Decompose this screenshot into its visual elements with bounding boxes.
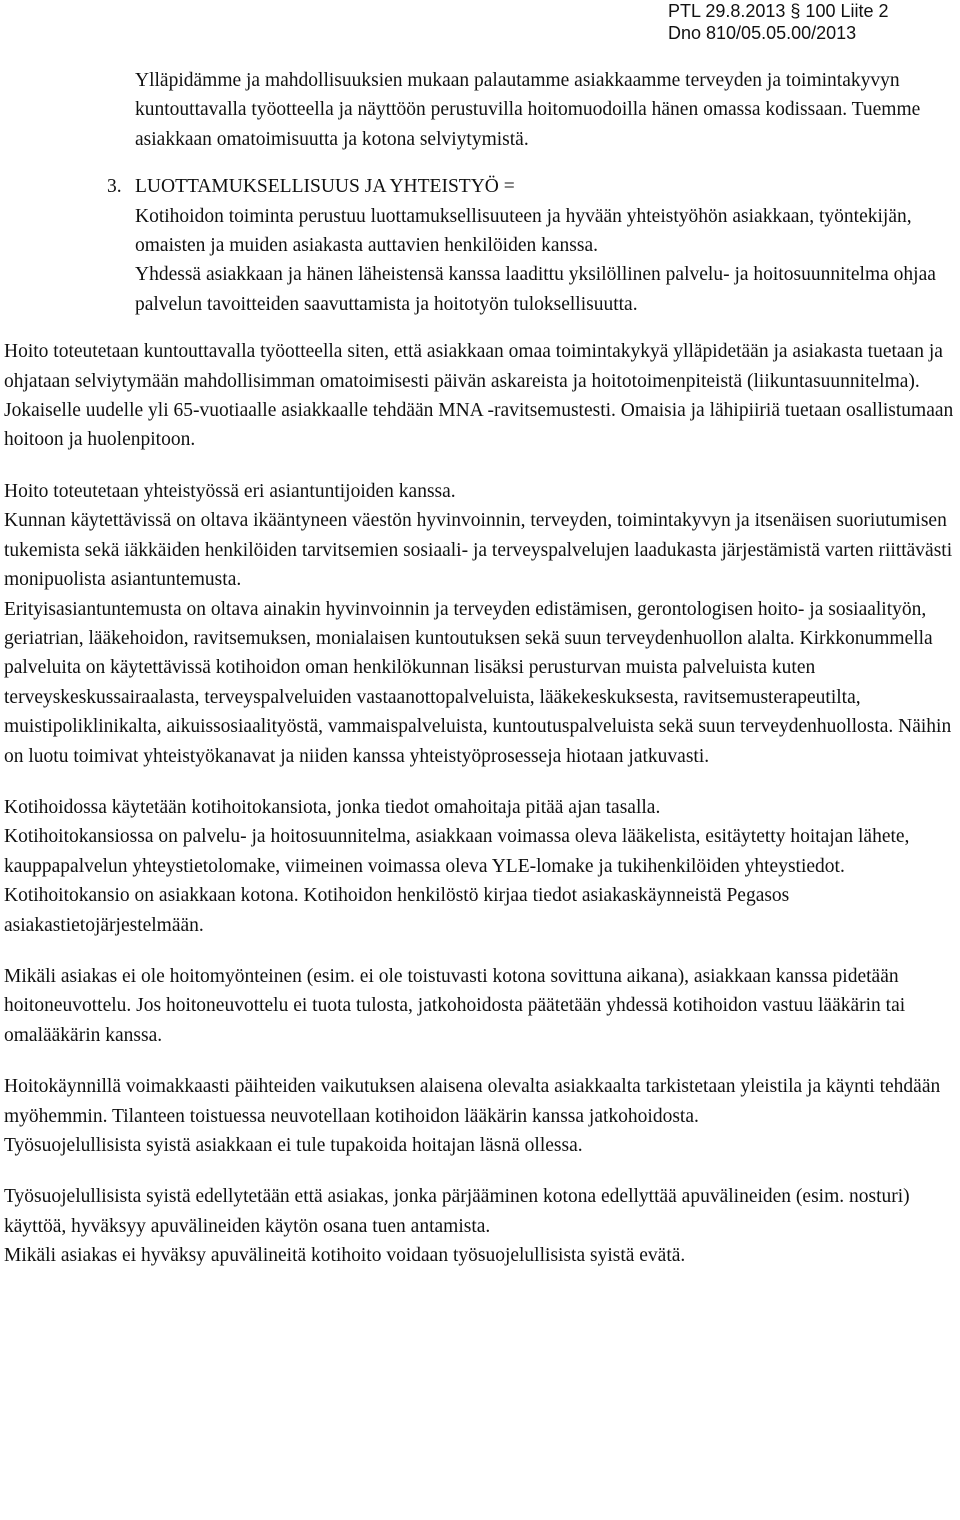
section-3 xyxy=(4,172,958,319)
paragraph-home-care-folder: Kotihoidossa käytetään kotihoitokansiota, jonka tiedot omahoitaja pitää ajan tasalla. xyxy=(4,796,661,818)
header-dno: Dno 810/05.05.00/2013 xyxy=(668,23,857,43)
intro-paragraph: Ylläpidämme ja mahdollisuuksien mukaan palautamme asiakkaamme terveyden ja toimintakyvyn kuntouttavalla työotteella ja näyttöön perustuvilla hoitomuodoilla hänen omassa kodissaan. Tuemme asiakkaan omatoimisuutta ja kotona selviytymistä. xyxy=(135,70,921,150)
header-reference: PTL 29.8.2013 § 100 Liite 2 xyxy=(668,1,889,21)
paragraph-intoxicants: Hoitokäynnillä voimakkaasti päihteiden vaikutuksen alaisena olevalta asiakkaalta tarkistetaan yleistila ja käynti tehdään myöhemmin. Tilanteen toistuessa neuvotellaan kotihoidon lääkärin kanssa jatkohoidosta. xyxy=(4,1076,941,1127)
section-3-text-1: Kotihoidon toiminta perustuu luottamuksellisuuteen ja hyvään yhteistyöhön asiakkaan, työntekijän, omaisten ja muiden asiakasta auttavien henkilöiden kanssa. xyxy=(135,205,912,257)
paragraph-special-expertise: Erityisasiantuntemusta on oltava ainakin hyvinvoinnin ja terveyden edistämisen, gerontologisen hoito- ja sosiaalityön, geriatrian, lääkehoidon, ravitsemuksen, monialaisen kuntoutuksen sekä suun terveydenhuollon alalta. Kirkkonummella palveluita on käytettävissä kotihoidon oman henkilökunnan lisäksi perusturvan muista palveluista kuten terveyskeskussairaalasta, terveyspalveluiden vastaanottopalveluista, lääkekeskuksesta, ravitsemusterapeutilta, muistipoliklinikalta, aikuissosiaalityöstä, vammaispalveluista, kuntoutuspalveluista sekä suun terveydenhuollosta. Näihin on luotu toimivat yhteistyökanavat ja niiden kanssa yhteistyöprosesseja hiotaan jatkuvasti. xyxy=(4,598,952,767)
paragraph-expertise: Kunnan käytettävissä on oltava ikääntyneen väestön hyvinvoinnin, terveyden, toimintakyvyn ja itsenäisen suoriutumisen tukemista sekä iäkkäiden henkilöiden tarvitsemien sosiaali- ja terveyspalvelujen laadukasta järjestämistä varten riittävästi monipuolista asiantuntemusta. xyxy=(4,510,953,591)
paragraph-assistive-devices: Työsuojelullisista syistä edellytetään että asiakas, jonka pärjääminen kotona edellyttää apuvälineiden (esim. nosturi) käyttöä, hyväksyy apuvälineiden käytön osana tuen antamista. xyxy=(4,1186,910,1237)
paragraph-folder-contents: Kotihoitokansiossa on palvelu- ja hoitosuunnitelma, asiakkaan voimassa oleva lääkelista, esitäytetty hoitajan lähete, kauppapalvelun yhteystietolomake, viimeinen voimassa oleva YLE-lomake ja tukihenkilöiden yhteystiedot. Kotihoitokansio on asiakkaan kotona. Kotihoidon henkilöstö kirjaa tiedot asiakaskäynneistä Pegasos asiakastietojärjestelmään. xyxy=(4,826,910,936)
document-body xyxy=(4,66,958,1271)
section-3-number: 3. xyxy=(107,176,122,198)
paragraph-no-smoking: Työsuojelullisista syistä asiakkaan ei tule tupakoida hoitajan läsnä ollessa. xyxy=(4,1135,583,1156)
document-header xyxy=(668,0,948,44)
paragraph-cooperation: Hoito toteutetaan yhteistyössä eri asiantuntijoiden kanssa. xyxy=(4,480,456,502)
section-3-title: LUOTTAMUKSELLISUUS JA YHTEISTYÖ = xyxy=(135,176,515,198)
section-3-text-2: Yhdessä asiakkaan ja hänen läheistensä kanssa laadittu yksilöllinen palvelu- ja hoitosuunnitelma ohjaa palvelun tavoitteiden saavuttamista ja hoitotyön tuloksellisuutta. xyxy=(135,264,936,315)
paragraph-care-negotiation: Mikäli asiakas ei ole hoitomyönteinen (esim. ei ole toistuvasti kotona sovittuna aikana), asiakkaan kanssa pidetään hoitoneuvottelu. Jos hoitoneuvottelu ei tuota tulosta, jatkohoidosta päätetään yhdessä kotihoidon vastuu lääkärin tai omalääkärin kanssa. xyxy=(4,965,906,1046)
section-3-heading xyxy=(107,172,958,201)
paragraph-refusal: Mikäli asiakas ei hyväksy apuvälineitä kotihoito voidaan työsuojelullisista syistä evätä. xyxy=(4,1245,686,1267)
paragraph-rehabilitation: Hoito toteutetaan kuntouttavalla työotteella siten, että asiakkaan omaa toimintakykyä ylläpidetään ja asiakasta tuetaan ja ohjataan selviytymään mahdollisimman omatoimisesti päivän askareista ja hoitotoimenpiteistä (liikuntasuunnitelma). Jokaiselle uudelle yli 65-vuotiaalle asiakkaalle tehdään MNA -ravitsemustesti. Omaisia ja lähipiiriä tuetaan osallistumaan hoitoon ja huolenpitoon. xyxy=(4,341,954,451)
